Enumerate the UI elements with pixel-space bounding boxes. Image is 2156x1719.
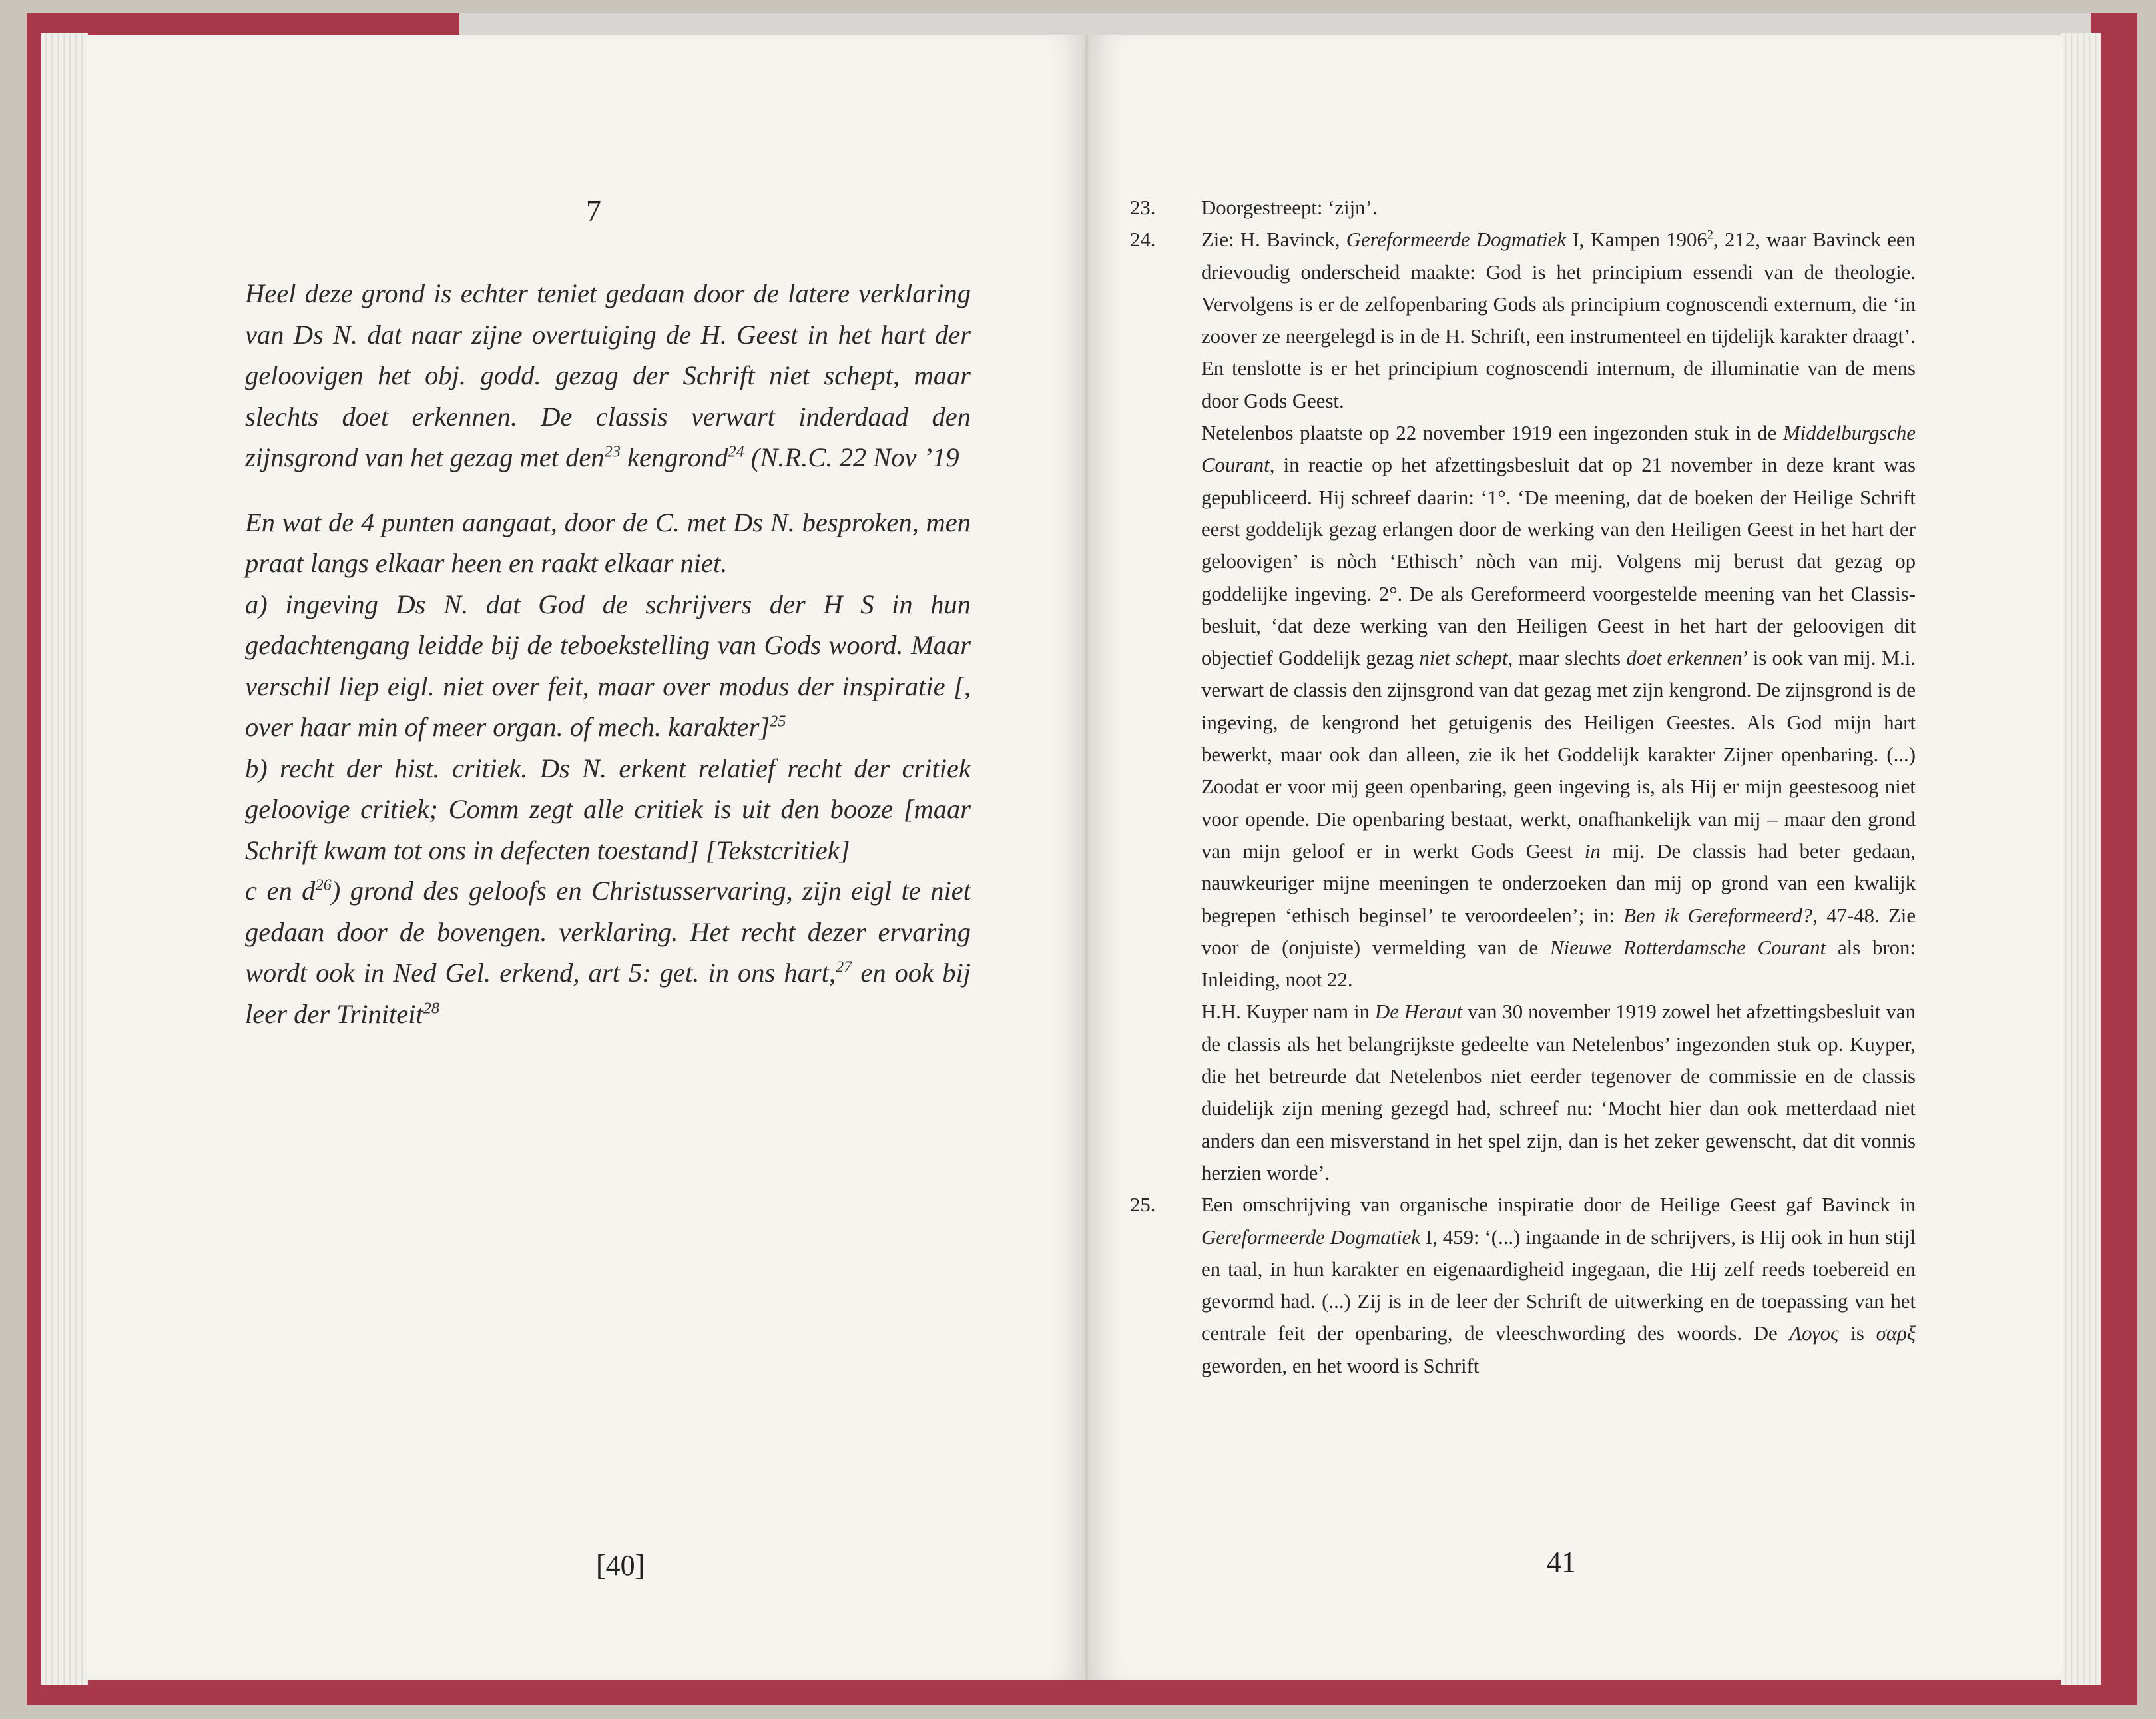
text-run: van 30 november 1919 zowel het afzettingsbesluit van de classis als het belangrijkste gedeelte van Netelenbos’ ingezonden stuk op. Kuyper, die het betreurde dat Netelenbos niet eerder tegenover de commissie en de classis duidelijk zijn mening gezegd had, schreef nu: ‘Mocht hier dan ook metterdaad niet anders dan een misverstand in het spel zijn, dan is het zeker gewenscht, dat dit vonnis herzien worde’.	[1201, 1000, 1916, 1184]
italic-text: niet schept	[1419, 647, 1508, 670]
text-run: (N.R.C. 22 Nov ’19	[744, 442, 959, 472]
text-run: kengrond	[620, 442, 728, 472]
text-run: Netelenbos plaatste op 22 november 1919 een ingezonden stuk in de	[1201, 422, 1783, 445]
text-run: geworden, en het woord is Schrift	[1201, 1354, 1480, 1377]
manuscript-transcription	[245, 273, 971, 1034]
text-run: ’ is ook van mij. M.i. verwart de classis den zijnsgrond van dat gezag met zijn kengrond. De zijnsgrond is de ingeving, de kengrond het getuigenis des Heiligen Geestes. Als God mijn hart bewerkt, maar ook dan alleen, zie ik het Goddelijk karakter Zijner openbaring. (...) Zoodat er voor mij geen openbaring, geen ingeving is, als Hij er mijn geestesoog niet voor opende. Die openbaring bestaat, werkt, onafhankelijk van mij – maar den grond van mijn geloof er in werkt Gods Geest	[1201, 647, 1916, 862]
italic-text: Gereformeerde Dogmatiek	[1346, 228, 1567, 252]
footnote-reference: 28	[423, 999, 440, 1017]
footnote-body	[1201, 224, 1916, 1189]
text-run: H.H. Kuyper nam in	[1201, 1000, 1375, 1024]
footnote-body	[1201, 1189, 1916, 1382]
footnote-reference: 2	[1707, 228, 1714, 242]
manuscript-paragraph	[245, 502, 971, 584]
left-page-number: [40]	[596, 1549, 645, 1582]
footnotes-list	[1130, 192, 1916, 1382]
footnote-paragraph	[1201, 192, 1916, 224]
text-run: c en d	[245, 876, 316, 906]
text-run: b) recht der hist. critiek. Ds N. erkent relatief recht der critiek geloovige critiek; Comm zegt alle critiek is uit den booze [maar Schrift kwam tot ons in defecten toestand] [Tekstcritiek]	[245, 753, 971, 865]
footnote-reference: 25	[770, 712, 786, 731]
footnote-reference: 27	[836, 958, 852, 976]
text-run: ) grond des geloofs en Christusservaring, zijn eigl te niet gedaan door de bovengen. verklaring. Het recht dezer ervaring wordt ook in Ned Gel. erkend, art 5: get. in ons hart,	[245, 876, 971, 988]
text-run: I, Kampen 1906	[1566, 228, 1707, 252]
text-run: is	[1838, 1322, 1876, 1345]
cover-top-band	[459, 13, 2091, 36]
italic-text: Λογος	[1789, 1322, 1839, 1345]
text-run: mij. De classis had beter gedaan, nauwkeuriger mijne meeningen te onderzoeken dan mij op grond van een kwalijk begrepen ‘ethisch beginsel’ te veroordeelen’; in:	[1201, 839, 1916, 927]
manuscript-paragraph	[245, 870, 971, 1034]
text-run: en ook bij leer der Triniteit	[245, 958, 971, 1029]
text-run: Een omschrijving van organische inspiratie door de Heilige Geest gaf Bavinck in	[1201, 1194, 1916, 1217]
manuscript-paragraph	[245, 584, 971, 748]
italic-text: Middelburgsche Courant	[1201, 422, 1916, 477]
italic-text: Ben ik Gereformeerd?	[1623, 904, 1813, 927]
footnote-reference: 24	[728, 442, 744, 461]
footnote-paragraph	[1201, 417, 1916, 996]
footnote	[1130, 192, 1916, 224]
italic-text: σαρξ	[1876, 1322, 1916, 1345]
text-run: , maar slechts	[1507, 647, 1627, 670]
page-edges-right	[2061, 33, 2101, 1685]
manuscript-paragraph	[245, 273, 971, 478]
text-run: als bron: Inleiding, noot 22.	[1201, 936, 1916, 992]
italic-text: Gereformeerde Dogmatiek	[1201, 1225, 1420, 1249]
page-edges-left	[41, 33, 88, 1685]
text-run: Zie: H. Bavinck,	[1201, 228, 1346, 252]
text-run: I, 459: ‘(...) ingaande in de schrijvers, is Hij ook in hun stijl en taal, in hun karakter en eigenaardigheid ingegaan, die Hij zelf reeds toebereid en gevormd had. (...) Zij is in de leer der Schrift de uitwerking en de toepassing van het centrale feit der openbaring, de vleeschwording des woords. De	[1201, 1225, 1916, 1345]
italic-text: in	[1584, 839, 1601, 862]
text-run: , 212, waar Bavinck een drievoudig onderscheid maakte: God is het principium essendi van de theologie. Vervolgens is er de zelfopenbaring Gods als principium cognoscendi externum, die ‘in zoover ze neergelegd is in de H. Schrift, een instrumenteel en tijdelijk karakter draagt’. En tenslotte is er het principium cognoscendi internum, de illuminatie van de mens door Gods Geest.	[1201, 228, 1916, 412]
italic-text: doet erkennen	[1626, 647, 1743, 670]
text-run: , 47-48. Zie voor de (onjuiste) vermelding van de	[1201, 904, 1916, 959]
book-gutter	[1085, 35, 1088, 1680]
text-run: Heel deze grond is echter teniet gedaan door de latere verklaring van Ds N. dat naar zijne overtuiging de H. Geest in het hart der geloovigen het obj. godd. gezag der Schrift niet schept, maar slechts doet erkennen. De classis verwart inderdaad den zijnsgrond van het gezag met den	[245, 278, 971, 472]
footnote	[1130, 224, 1916, 1189]
italic-text: De Heraut	[1374, 1000, 1463, 1024]
footnote-paragraph	[1201, 224, 1916, 417]
footnote-number: 25.	[1130, 1194, 1156, 1217]
italic-text: Nieuwe Rotterdamsche Courant	[1550, 936, 1826, 959]
text-run: Doorgestreept: ‘zijn’.	[1201, 196, 1378, 219]
footnote-paragraph	[1201, 1189, 1916, 1382]
footnote-paragraph	[1201, 996, 1916, 1189]
text-run: a) ingeving Ds N. dat God de schrijvers der H S in hun gedachtengang leidde bij de teboekstelling van Gods woord. Maar verschil liep eigl. niet over feit, maar over modus der inspiratie [, over haar min of meer organ. of mech. karakter]	[245, 589, 971, 742]
right-page-number: 41	[1547, 1546, 1576, 1578]
footnote-reference: 26	[315, 876, 332, 894]
footnote-reference: 23	[604, 442, 621, 461]
footnote	[1130, 1189, 1916, 1382]
footnote-body	[1201, 192, 1916, 224]
manuscript-paragraph	[245, 748, 971, 871]
footnote-number: 24.	[1130, 228, 1156, 252]
text-run: En wat de 4 punten aangaat, door de C. met Ds N. besproken, men praat langs elkaar heen en raakt elkaar niet.	[245, 507, 971, 578]
left-page-heading-number: 7	[586, 194, 601, 228]
text-run: , in reactie op het afzettingsbesluit dat op 21 november in deze krant was gepubliceerd. Hij schreef daarin: ‘1°. ‘De meening, dat de boeken der Heilige Schrift eerst goddelijk gezag erlangen door de werking van den Heiligen Geest in het hart der geloovigen’ is nòch ‘Ethisch’ nòch van mij. Volgens mij berust dat gezag op goddelijke ingeving. 2°. De als Gereformeerd voorgestelde meening van het Classis-besluit, ‘dat deze werking van den Heiligen Geest in het hart der geloovigen dit objectief Goddelijk gezag	[1201, 454, 1916, 670]
footnote-number: 23.	[1130, 196, 1156, 219]
